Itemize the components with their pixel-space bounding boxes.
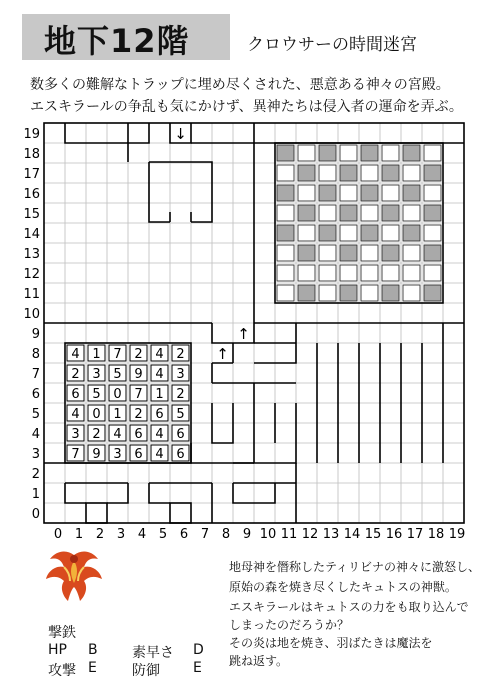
y-axis-label: 10 [23, 307, 40, 322]
fire-bird-icon [42, 545, 106, 607]
checker-cell [340, 245, 357, 261]
x-axis-label: 3 [116, 527, 126, 540]
number-value: 6 [71, 387, 80, 402]
number-value: 7 [113, 347, 122, 362]
number-value: 5 [176, 407, 185, 422]
checker-cell [382, 225, 399, 241]
number-value: 3 [176, 367, 185, 382]
stat-label-speed: 素早さ [132, 645, 174, 661]
number-value: 2 [176, 387, 185, 402]
checker-cell [298, 285, 315, 301]
x-axis-label: 4 [137, 527, 147, 540]
checker-cell [340, 265, 357, 281]
number-value: 4 [71, 407, 80, 422]
description-line-2: エスキラールの争乱も気にかけず、異神たちは侵入者の運命を弄ぶ。 [30, 99, 463, 115]
stat-value-attack: E [88, 660, 97, 676]
lore-line-1: 地母神を僭称したティリビナの神々に激怒し、 [229, 560, 481, 574]
number-value: 4 [155, 427, 164, 442]
y-axis-label: 3 [31, 447, 40, 462]
checker-cell [403, 145, 420, 161]
checker-cell [382, 165, 399, 181]
x-axis-label: 7 [200, 527, 210, 540]
lore-line-4: しまったのだろうか？ [229, 618, 350, 632]
up-arrow-icon: ↑ [237, 325, 250, 343]
checker-cell [277, 245, 294, 261]
checker-cell [277, 185, 294, 201]
checker-cell [277, 145, 294, 161]
checker-cell [403, 245, 420, 261]
y-axis-label: 5 [31, 407, 40, 422]
x-axis-label: 5 [158, 527, 168, 540]
stat-label-attack: 攻撃 [48, 663, 76, 679]
number-value: 5 [92, 387, 101, 402]
checker-cell [403, 205, 420, 221]
y-axis-label: 6 [31, 387, 40, 402]
y-axis-labels [23, 127, 40, 522]
checker-cell [424, 285, 441, 301]
down-arrow-icon: ↓ [174, 125, 187, 143]
lore-line-2: 原始の森を焼き尽くしたキュトスの神獣。 [229, 580, 457, 594]
checker-cell [382, 205, 399, 221]
checker-cell [403, 225, 420, 241]
stat-value-speed: D [193, 642, 204, 658]
number-value: 1 [155, 387, 164, 402]
checker-cell [424, 205, 441, 221]
checker-cell [382, 185, 399, 201]
checker-cell [424, 165, 441, 181]
x-axis-label: 18 [427, 527, 445, 540]
number-value: 4 [71, 347, 80, 362]
checker-cell [424, 225, 441, 241]
y-axis-label: 9 [31, 327, 40, 342]
checker-cell [361, 185, 378, 201]
checker-cell [319, 245, 336, 261]
x-axis-label: 11 [280, 527, 298, 540]
checker-cell [277, 225, 294, 241]
checker-cell [298, 225, 315, 241]
number-value: 1 [92, 347, 101, 362]
checker-cell [424, 245, 441, 261]
checker-cell [319, 225, 336, 241]
checker-cell [319, 265, 336, 281]
checker-cell [382, 265, 399, 281]
y-axis-label: 19 [23, 127, 40, 142]
number-value: 2 [92, 427, 101, 442]
x-axis-label: 2 [95, 527, 105, 540]
x-axis-label: 15 [364, 527, 382, 540]
checker-cell [340, 165, 357, 181]
stat-label-defense: 防御 [132, 663, 160, 679]
checker-cell [403, 165, 420, 181]
checker-cell [298, 145, 315, 161]
y-axis-label: 18 [23, 147, 40, 162]
y-axis-label: 1 [31, 487, 40, 502]
dungeon-name: クロウサーの時間迷宮 [247, 35, 417, 55]
checker-cell [361, 145, 378, 161]
number-value: 5 [113, 367, 122, 382]
x-axis-label: 12 [301, 527, 319, 540]
checker-cell [277, 205, 294, 221]
description-line-1: 数多くの難解なトラップに埋め尽くされた、悪意ある神々の宮殿。 [30, 77, 450, 93]
checker-cell [361, 285, 378, 301]
number-value: 7 [71, 447, 80, 462]
number-value: 4 [155, 367, 164, 382]
checker-cell [361, 265, 378, 281]
checker-cell [361, 225, 378, 241]
y-axis-label: 17 [23, 167, 40, 182]
x-axis-label: 17 [406, 527, 424, 540]
number-value: 2 [134, 407, 143, 422]
number-value: 6 [134, 447, 143, 462]
number-value: 1 [113, 407, 122, 422]
checker-cell [340, 145, 357, 161]
y-axis-label: 2 [31, 467, 40, 482]
number-value: 3 [92, 367, 101, 382]
checker-cell [361, 165, 378, 181]
number-value: 6 [176, 427, 185, 442]
checker-cell [403, 185, 420, 201]
x-axis-label: 16 [385, 527, 403, 540]
stat-label-hp: HP [48, 642, 67, 658]
checker-cell [277, 285, 294, 301]
checker-cell [340, 205, 357, 221]
number-value: 2 [134, 347, 143, 362]
checker-cell [424, 145, 441, 161]
y-axis-label: 15 [23, 207, 40, 222]
checker-cell [340, 225, 357, 241]
number-value: 0 [113, 387, 122, 402]
checker-cell [424, 265, 441, 281]
number-value: 9 [92, 447, 101, 462]
checker-cell [424, 185, 441, 201]
number-value: 3 [71, 427, 80, 442]
y-axis-label: 14 [23, 227, 40, 242]
checker-cell [340, 285, 357, 301]
checker-cell [298, 245, 315, 261]
checker-cell [298, 185, 315, 201]
y-axis-label: 16 [23, 187, 40, 202]
lore-line-6: 跳ね返す。 [229, 654, 289, 668]
checker-cell [319, 185, 336, 201]
number-value: 3 [113, 447, 122, 462]
floor-title: 地下12階 [44, 22, 190, 60]
number-value: 4 [155, 447, 164, 462]
checker-cell [382, 285, 399, 301]
lore-line-3: エスキラールはキュトスの力をも取り込んで [229, 600, 469, 614]
checker-cell [319, 165, 336, 181]
up-arrow-icon: ↑ [216, 345, 229, 363]
checker-cell [382, 245, 399, 261]
checker-cell [403, 285, 420, 301]
y-axis-label: 11 [23, 287, 40, 302]
x-axis-label: 14 [343, 527, 361, 540]
checker-cell [298, 205, 315, 221]
x-axis-label: 6 [179, 527, 189, 540]
number-value: 0 [92, 407, 101, 422]
number-value: 4 [155, 347, 164, 362]
y-axis-label: 8 [31, 347, 40, 362]
x-axis-label: 19 [448, 527, 466, 540]
number-value: 7 [134, 387, 143, 402]
checker-cell [340, 185, 357, 201]
x-axis-label: 1 [74, 527, 84, 540]
number-value: 9 [134, 367, 143, 382]
checker-cell [319, 205, 336, 221]
y-axis-label: 13 [23, 247, 40, 262]
checker-cell [319, 145, 336, 161]
y-axis-label: 4 [31, 427, 40, 442]
x-axis-label: 10 [259, 527, 277, 540]
x-axis-label: 8 [221, 527, 231, 540]
number-value: 6 [134, 427, 143, 442]
y-axis-label: 0 [31, 507, 40, 522]
x-axis-label: 9 [242, 527, 252, 540]
checker-cell [298, 165, 315, 181]
checker-cell [298, 265, 315, 281]
checker-cell [382, 145, 399, 161]
lore-line-5: その炎は地を焼き、羽ばたきは魔法を [229, 636, 433, 650]
checker-cell [361, 245, 378, 261]
number-value: 4 [113, 427, 122, 442]
stat-value-hp: B [88, 642, 98, 658]
stat-value-defense: E [193, 660, 202, 676]
checker-cell [361, 205, 378, 221]
checker-cell [319, 285, 336, 301]
x-axis-labels [54, 527, 465, 540]
y-axis-label: 7 [31, 367, 40, 382]
checker-cell [277, 265, 294, 281]
checker-cell [403, 265, 420, 281]
x-axis-label: 0 [53, 527, 63, 540]
y-axis-label: 12 [23, 267, 40, 282]
monster-name: 撃鉄 [48, 625, 76, 641]
number-value: 6 [155, 407, 164, 422]
x-axis-label: 13 [322, 527, 340, 540]
checker-cell [277, 165, 294, 181]
number-value: 2 [71, 367, 80, 382]
number-value: 2 [176, 347, 185, 362]
number-value: 6 [176, 447, 185, 462]
